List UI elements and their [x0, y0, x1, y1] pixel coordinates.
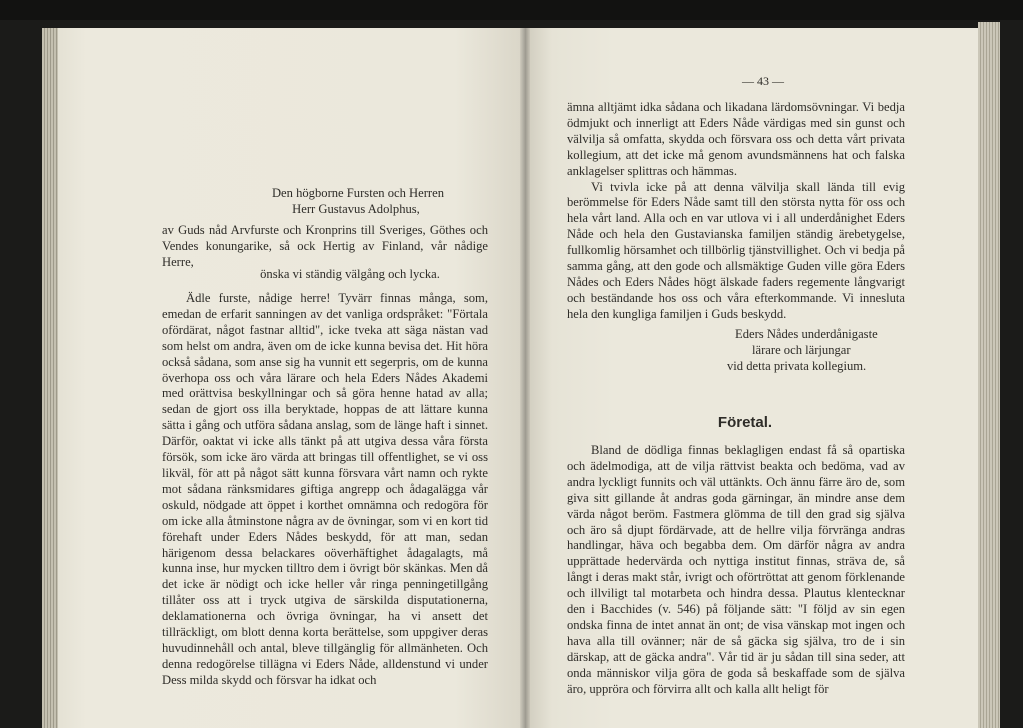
- page-number: — 43 —: [742, 74, 784, 88]
- section-heading: Företal.: [717, 414, 773, 431]
- right-body-text: [567, 100, 905, 323]
- right-paragraph-1: ämna alltjämt idka sådana och likadana lärdomsövningar. Vi bedja ödmjukt och innerligt att Eders Nåde värdigas med sin gunst och välvilja så omfatta, skydda och försvara oss och detta vårt privata kollegium, att det icke må genom avundsmännens hat och falska anklagelser splittras och hämmas.: [567, 100, 905, 178]
- right-page-edge: [978, 22, 1000, 728]
- signature-line-3: vid detta privata kollegium.: [727, 359, 867, 373]
- scan-background: [0, 0, 1023, 20]
- book-gutter: [520, 28, 530, 728]
- signature-line-2: lärare och lärjungar: [752, 343, 851, 357]
- signature-line-1: Eders Nådes underdånigaste: [735, 327, 878, 341]
- right-paragraph-2: Vi tvivla icke på att denna välvilja skall lända till evig berömmelse för Eders Nåde samt till den största nytta för oss och hela vårt land. Alla och en var utlova vi i all underdånighet Eders Nåde och hela den Gustavianska familjen ständig ärebetygelse, fullkomlig hörsamhet och tillbörlig tjänstvillighet. Och vi bedja på samma gång, att den gode och allsmäktige Guden ville göra Eders Nådes och Eders Nådes högt älskade faders regemente långvarigt och beständande hos oss och våra efterkommande. Vi innesluta hela den kungliga familjen i Guds beskydd.: [567, 179, 905, 321]
- dedication-wish: önska vi ständig välgång och lycka.: [260, 267, 440, 281]
- left-page-edge: [42, 28, 58, 728]
- dedication-line-2: Herr Gustavus Adolphus,: [292, 202, 420, 216]
- dedication-line-1: Den högborne Fursten och Herren: [271, 186, 445, 200]
- preface-body-text: Bland de dödliga finnas beklagligen endast få så opartiska och ädelmodiga, att de vilja rättvist beakta och bedöma, vad av andra lyckligt funnits och väl uttänkts. Och ännu färre äro de, som giva sitt gillande åt andras goda gärningar, än mindre anse dem värda något beröm. Fastmera glömma de till den grad sig själva och äro så djupt fördärvade, att de hellre vilja förvränga andras handlingar, häva och begabba dem. Om därför några av andra upprättade hedervärda och nyttiga institut finnas, sträva de, så långt i deras makt står, ivrigt och oförtröttat att genom förklenande och illviligt tal motarbeta och hindra dessa. Plautus klentecknar den i Bacchides (v. 546) på följande sätt: "I följd av sin egen ondska finna de intet annat än ont; de visa vänskap mot ingen och hava alla till ovänner; när de så gäcka sig själva, tro de i sin därskap, att de gäcka andra". Vår tid är ju sådan till sina seder, att onda människor vilja göra de goda så beskaffade som de själva äro, uppröra och förvirra allt och kalla allt heligt för: [567, 443, 905, 696]
- dedication-address: av Guds nåd Arvfurste och Kronprins till Sveriges, Göthes och Vendes konungarike, så ock Hertig av Finland, vår nådige Herre,: [162, 223, 488, 269]
- left-body-text: Ädle furste, nådige herre! Tyvärr finnas många, som, emedan de erfarit sanningen av det vanliga ordspråket: "Förtala ofördärat, något fastnar alltid", icke tveka att säga nästan vad som helst om andra, även om de icke kunna bevisa det. Hit höra också sådana, som anse sig ha vunnit ett segerpris, om de kunna överhopa oss och våra lärare och hela Eders Nådes Akademi med orättvisa beskyllningar och så göra henne hatad av alla; sedan de gjort oss illa beryktade, hoppas de att lättare kunna sätta i gång och utföra sådana anslag, som de länge haft i sinnet. Därför, oaktat vi icke alls tänkt på att utgiva dessa våra första försök, som icke äro värda att bringas till offentlighet, se vi oss likväl, för att på något sätt kunna försvara vårt namn och rykte mot sådana ränksmidares giftiga angrepp och ådagalägga vår oskuld, nödgade att öppet i korthet omnämna och redogöra för om icke alla åtminstone några av de övningar, som vi en kort tid förehaft under Eders Nådes beskydd, för att man, sedan härigenom dessa belackares oöverhäftighet ådagalagts, må kunna inse, hur mycken tilltro dem i övrigt bör skänkas. Men då det icke är nödigt och icke heller vår ringa penningetillgång tillåter oss att i tryck utgiva de särskilda disputationerna, deklamationerna och övriga övningar, ha vi ansett det tillräckligt, om blott denna korta berättelse, som uppgiver deras huvudinnehåll och antal, bleve tillgänglig för allmänheten. Och denna redogörelse tillägna vi Eders Nåde, alldenstund vi under Dess milda skydd och försvar ha idkat och: [162, 291, 488, 687]
